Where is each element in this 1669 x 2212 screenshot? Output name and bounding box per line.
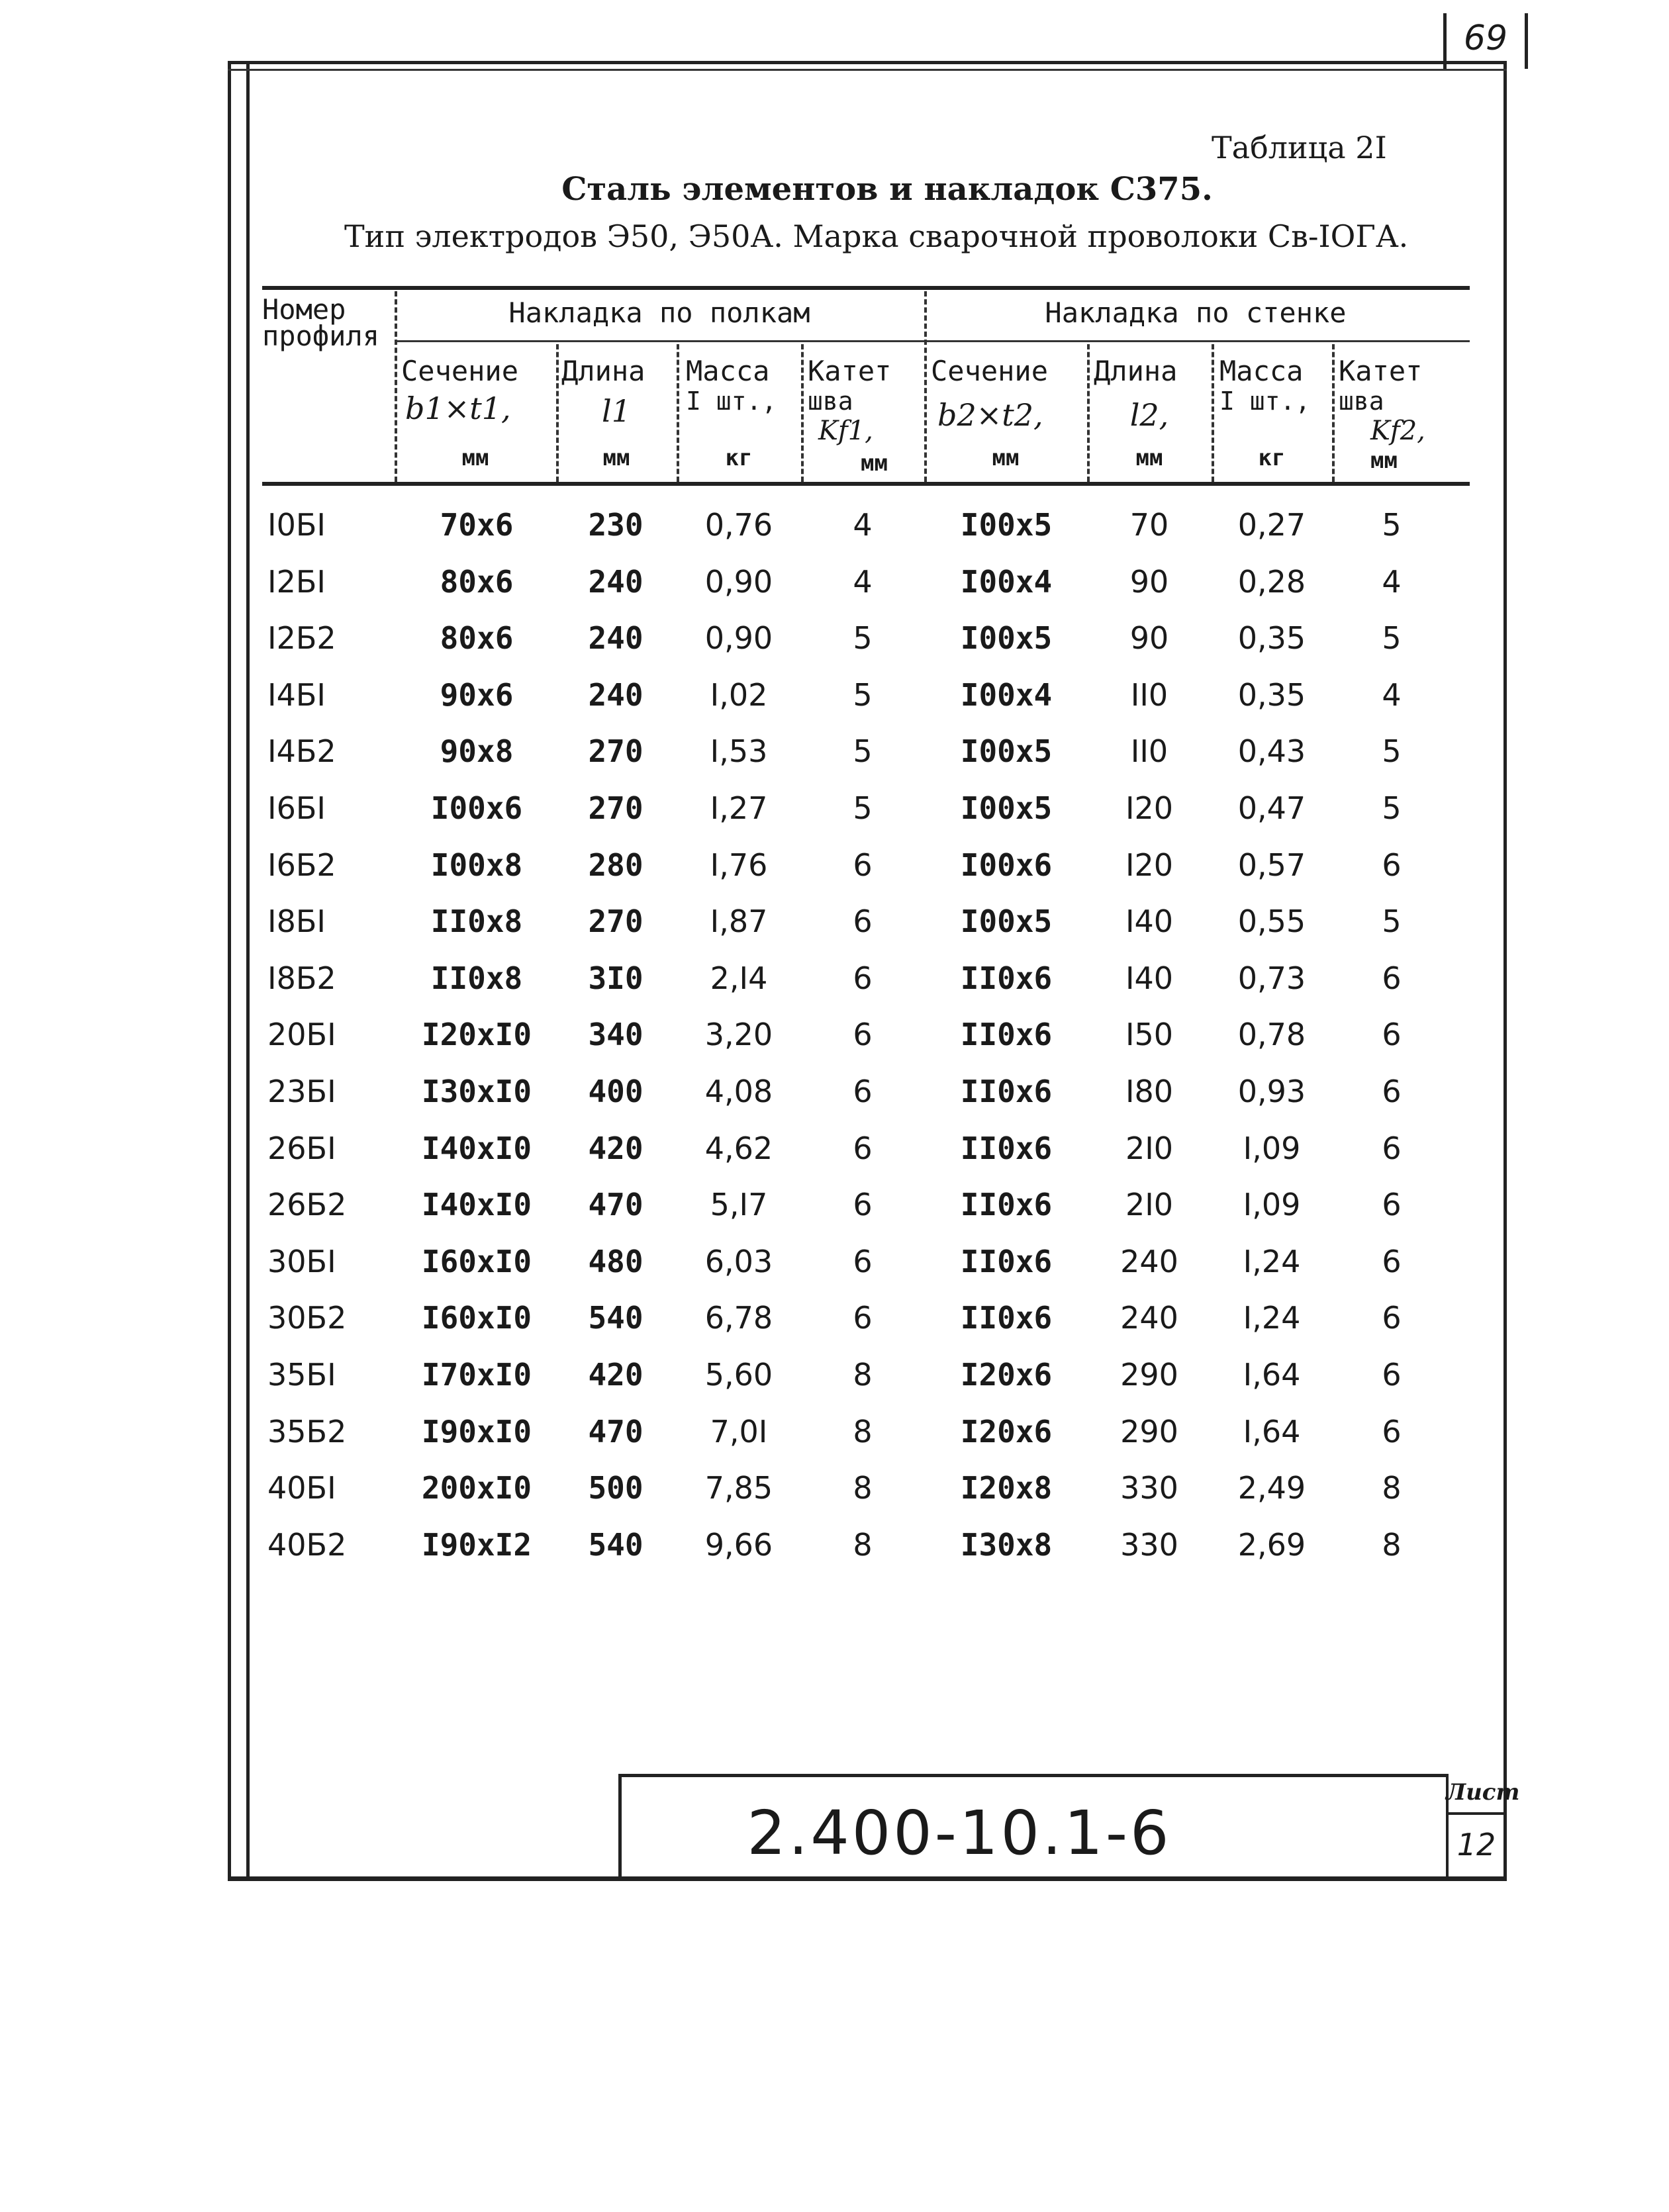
header-section1: Сечение: [401, 355, 519, 387]
cell-section1: I60xI0: [421, 1243, 532, 1279]
cell-section1: 200xI0: [421, 1470, 532, 1506]
cell-length2: 330: [1120, 1470, 1178, 1506]
cell-profile: I4Б2: [267, 733, 336, 770]
header-leg2: Катет: [1339, 355, 1423, 387]
header-bottom-rule: [262, 482, 1470, 486]
cell-mass1: 5,I7: [710, 1187, 768, 1223]
header-profile: Номер профиля: [262, 293, 380, 352]
cell-mass2: 0,55: [1237, 903, 1306, 940]
cell-mass2: 0,47: [1237, 790, 1306, 826]
header-mass2-sub: I шт.,: [1219, 387, 1311, 416]
cell-leg2: 4: [1382, 676, 1402, 713]
cell-profile: 30Б2: [267, 1300, 347, 1336]
header-mass1-unit: кг: [725, 445, 753, 471]
header-mass2-unit: кг: [1258, 445, 1286, 471]
cell-length2: II0: [1130, 733, 1168, 770]
cell-length1: 240: [588, 563, 644, 600]
cell-length1: 540: [588, 1300, 644, 1336]
cell-section2: I20x8: [960, 1470, 1053, 1506]
cell-section1: II0x8: [430, 903, 523, 940]
table-top-rule: [262, 286, 1470, 290]
cell-leg2: 5: [1382, 620, 1402, 657]
cell-section1: I40xI0: [421, 1187, 532, 1223]
cell-section1: 80x6: [440, 563, 514, 600]
cell-mass1: I,76: [710, 847, 768, 883]
document-code: 2.400-10.1-6: [747, 1798, 1172, 1868]
cell-profile: I6БI: [267, 790, 326, 826]
cell-leg1: 8: [853, 1357, 873, 1393]
cell-leg2: 6: [1382, 1187, 1402, 1223]
cell-length2: 330: [1120, 1526, 1178, 1563]
cell-leg2: 6: [1382, 847, 1402, 883]
cell-length2: I40: [1125, 903, 1174, 940]
cell-length1: 270: [588, 733, 644, 770]
cell-section2: I00x4: [960, 563, 1053, 600]
cell-section1: I40xI0: [421, 1130, 532, 1166]
cell-profile: 35Б2: [267, 1413, 347, 1450]
cell-mass1: 4,62: [704, 1130, 773, 1166]
frame-bottom-line: [228, 1877, 1507, 1881]
cell-mass1: 0,76: [704, 507, 773, 543]
cell-section1: I90xI0: [421, 1413, 532, 1450]
cell-section1: I90xI2: [421, 1526, 532, 1563]
table-label: Таблица 2I: [1212, 130, 1387, 165]
cell-leg2: 5: [1382, 507, 1402, 543]
col-sep-leg2: [1332, 344, 1335, 482]
cell-leg2: 4: [1382, 563, 1402, 600]
cell-length2: I80: [1125, 1074, 1174, 1109]
header-section2-unit: мм: [992, 445, 1020, 471]
cell-length2: 90: [1129, 620, 1169, 657]
cell-section1: I30xI0: [421, 1074, 532, 1109]
cell-length2: I40: [1125, 960, 1174, 996]
cell-length2: 240: [1120, 1300, 1178, 1336]
cell-mass1: 6,78: [704, 1300, 773, 1336]
cell-leg2: 6: [1382, 1300, 1402, 1336]
header-section1-unit: мм: [461, 445, 489, 471]
cell-mass1: 7,0I: [710, 1413, 768, 1450]
cell-mass2: 2,49: [1237, 1470, 1306, 1506]
cell-section1: I60xI0: [421, 1300, 532, 1336]
cell-section1: 70x6: [440, 507, 514, 543]
cell-profile: I8БI: [267, 903, 326, 940]
cell-mass2: I,24: [1243, 1243, 1301, 1279]
cell-length2: 290: [1120, 1413, 1178, 1450]
cell-length1: 470: [588, 1187, 644, 1223]
cell-section2: II0x6: [960, 1187, 1053, 1223]
sheet-box-divider: [1446, 1812, 1507, 1815]
cell-profile: 20БI: [267, 1017, 336, 1053]
cell-leg1: 5: [853, 620, 873, 657]
cell-mass1: 0,90: [704, 563, 773, 600]
cell-section2: II0x6: [960, 1300, 1053, 1336]
cell-section2: I00x5: [960, 733, 1053, 770]
cell-section2: I00x4: [960, 676, 1053, 713]
cell-mass2: 0,43: [1237, 733, 1306, 770]
cell-section2: II0x6: [960, 1074, 1053, 1109]
cell-leg1: 5: [853, 790, 873, 826]
cell-profile: 23БI: [267, 1074, 336, 1109]
header-leg2-unit: мм: [1370, 447, 1398, 474]
cell-mass2: I,64: [1243, 1413, 1301, 1450]
cell-length1: 480: [588, 1243, 644, 1279]
cell-profile: I8Б2: [267, 960, 336, 996]
cell-profile: I2БI: [267, 563, 326, 600]
cell-profile: I0БI: [267, 507, 326, 543]
cell-section2: I30x8: [960, 1526, 1053, 1563]
cell-length1: 240: [588, 676, 644, 713]
cell-length1: 240: [588, 620, 644, 657]
table-subtitle: Тип электродов Э50, Э50А. Марка сварочной проволоки Св-IОГА.: [344, 218, 1409, 254]
cell-leg2: 6: [1382, 1074, 1402, 1109]
cell-section2: I00x5: [960, 790, 1053, 826]
cell-length2: 70: [1129, 507, 1169, 543]
cell-section1: 80x6: [440, 620, 514, 657]
cell-mass1: I,53: [710, 733, 768, 770]
table-title: Сталь элементов и накладок С375.: [561, 171, 1213, 208]
cell-length2: 2I0: [1125, 1130, 1174, 1166]
header-leg1-sub: шва: [808, 387, 853, 416]
cell-section1: I20xI0: [421, 1017, 532, 1053]
cell-mass2: 0,78: [1237, 1017, 1306, 1053]
cell-leg1: 8: [853, 1413, 873, 1450]
header-length1-unit: мм: [602, 445, 630, 471]
cell-leg1: 6: [853, 1187, 873, 1223]
cell-length1: 400: [588, 1074, 644, 1109]
cell-leg1: 6: [853, 1074, 873, 1109]
header-leg1-unit: мм: [861, 450, 888, 477]
cell-mass1: I,27: [710, 790, 768, 826]
cell-leg1: 6: [853, 1243, 873, 1279]
header-leg1-symbol: Kf1,: [818, 416, 873, 446]
cell-profile: 26Б2: [267, 1187, 347, 1223]
cell-leg1: 5: [853, 733, 873, 770]
cell-mass1: 6,03: [704, 1243, 773, 1279]
header-section2-symbol: b2×t2,: [937, 397, 1043, 433]
cell-mass2: 0,28: [1237, 563, 1306, 600]
header-section2: Сечение: [931, 355, 1049, 387]
cell-length1: 420: [588, 1357, 644, 1393]
cell-length2: I20: [1125, 847, 1174, 883]
cell-leg2: 8: [1382, 1470, 1402, 1506]
cell-leg2: 6: [1382, 1130, 1402, 1166]
cell-profile: 40БI: [267, 1470, 336, 1506]
cell-leg2: 6: [1382, 960, 1402, 996]
header-mass1: Масса: [686, 355, 770, 387]
header-section1-symbol: b1×t1,: [405, 391, 511, 426]
cell-leg1: 6: [853, 847, 873, 883]
cell-mass1: 7,85: [704, 1470, 773, 1506]
cell-section1: I00x8: [430, 847, 523, 883]
cell-leg1: 6: [853, 1017, 873, 1053]
cell-leg1: 6: [853, 903, 873, 940]
cell-length1: 420: [588, 1130, 644, 1166]
cell-leg2: 5: [1382, 903, 1402, 940]
cell-leg2: 6: [1382, 1017, 1402, 1053]
cell-section2: I20x6: [960, 1413, 1053, 1450]
cell-length2: 290: [1120, 1357, 1178, 1393]
cell-leg1: 5: [853, 676, 873, 713]
cell-section1: 90x6: [440, 676, 514, 713]
cell-section2: II0x6: [960, 1017, 1053, 1053]
cell-leg1: 4: [853, 507, 873, 543]
cell-leg2: 6: [1382, 1357, 1402, 1393]
cell-mass1: 3,20: [704, 1017, 773, 1053]
header-leg1: Катет: [808, 355, 892, 387]
cell-leg1: 6: [853, 1300, 873, 1336]
cell-section2: II0x6: [960, 1243, 1053, 1279]
header-group-rule: [395, 340, 1470, 342]
cell-length1: 3I0: [588, 960, 644, 996]
cell-mass2: 0,73: [1237, 960, 1306, 996]
cell-profile: I4БI: [267, 676, 326, 713]
cell-section2: II0x6: [960, 1130, 1053, 1166]
cell-section1: 90x8: [440, 733, 514, 770]
cell-profile: 26БI: [267, 1130, 336, 1166]
cell-mass2: 0,35: [1237, 620, 1306, 657]
cell-mass2: I,64: [1243, 1357, 1301, 1393]
header-length2-symbol: l2,: [1129, 397, 1169, 433]
cell-section2: II0x6: [960, 960, 1053, 996]
cell-leg2: 5: [1382, 790, 1402, 826]
cell-section2: I00x6: [960, 847, 1053, 883]
sheet-number: 12: [1456, 1827, 1496, 1863]
header-length1-symbol: l1: [602, 393, 631, 429]
header-web-group: Накладка по стенке: [1045, 297, 1347, 329]
cell-length2: II0: [1130, 676, 1168, 713]
cell-leg1: 4: [853, 563, 873, 600]
sheet-label: Лист: [1446, 1779, 1520, 1806]
page-number: 69: [1463, 19, 1508, 58]
cell-section1: II0x8: [430, 960, 523, 996]
cell-mass2: I,24: [1243, 1300, 1301, 1336]
cell-length2: 2I0: [1125, 1187, 1174, 1223]
cell-section1: I70xI0: [421, 1357, 532, 1393]
cell-length2: 90: [1129, 563, 1169, 600]
cell-section2: I00x5: [960, 507, 1053, 543]
frame-top-line: [228, 69, 1507, 71]
cell-mass2: 0,35: [1237, 676, 1306, 713]
header-mass1-sub: I шт.,: [686, 387, 777, 416]
col-sep-leg1: [801, 344, 804, 482]
header-length2: Длина: [1094, 355, 1178, 387]
cell-length2: I50: [1125, 1017, 1174, 1053]
cell-length1: 340: [588, 1017, 644, 1053]
cell-mass1: 4,08: [704, 1074, 773, 1109]
header-leg2-sub: шва: [1339, 387, 1384, 416]
cell-length1: 540: [588, 1526, 644, 1563]
header-flange-group: Накладка по полкам: [508, 297, 810, 329]
cell-mass2: I,09: [1243, 1187, 1301, 1223]
cell-mass1: I,02: [710, 676, 768, 713]
cell-mass2: 0,27: [1237, 507, 1306, 543]
cell-profile: I2Б2: [267, 620, 336, 657]
cell-length2: 240: [1120, 1243, 1178, 1279]
cell-leg2: 6: [1382, 1413, 1402, 1450]
cell-section2: I00x5: [960, 903, 1053, 940]
cell-length1: 500: [588, 1470, 644, 1506]
cell-length2: I20: [1125, 790, 1174, 826]
cell-length1: 270: [588, 790, 644, 826]
frame-binding-line: [246, 61, 250, 1880]
cell-leg1: 8: [853, 1526, 873, 1563]
cell-profile: 40Б2: [267, 1526, 347, 1563]
cell-length1: 470: [588, 1413, 644, 1450]
cell-leg1: 8: [853, 1470, 873, 1506]
cell-section1: I00x6: [430, 790, 523, 826]
cell-leg1: 6: [853, 960, 873, 996]
cell-mass2: 0,57: [1237, 847, 1306, 883]
cell-mass2: I,09: [1243, 1130, 1301, 1166]
cell-leg1: 6: [853, 1130, 873, 1166]
header-leg2-symbol: Kf2,: [1370, 416, 1425, 446]
cell-mass1: I,87: [710, 903, 768, 940]
header-mass2: Масса: [1219, 355, 1304, 387]
cell-mass1: 9,66: [704, 1526, 773, 1563]
cell-length1: 280: [588, 847, 644, 883]
cell-mass1: 0,90: [704, 620, 773, 657]
cell-length1: 230: [588, 507, 644, 543]
cell-mass2: 0,93: [1237, 1074, 1306, 1109]
cell-mass1: 2,I4: [710, 960, 768, 996]
header-length1: Длина: [561, 355, 645, 387]
header-length2-unit: мм: [1135, 445, 1163, 471]
cell-section2: I20x6: [960, 1357, 1053, 1393]
cell-profile: 35БI: [267, 1357, 336, 1393]
cell-section2: I00x5: [960, 620, 1053, 657]
cell-profile: 30БI: [267, 1243, 336, 1279]
cell-profile: I6Б2: [267, 847, 336, 883]
cell-length1: 270: [588, 903, 644, 940]
cell-leg2: 5: [1382, 733, 1402, 770]
cell-leg2: 6: [1382, 1243, 1402, 1279]
cell-mass2: 2,69: [1237, 1526, 1306, 1563]
cell-mass1: 5,60: [704, 1357, 773, 1393]
cell-leg2: 8: [1382, 1526, 1402, 1563]
